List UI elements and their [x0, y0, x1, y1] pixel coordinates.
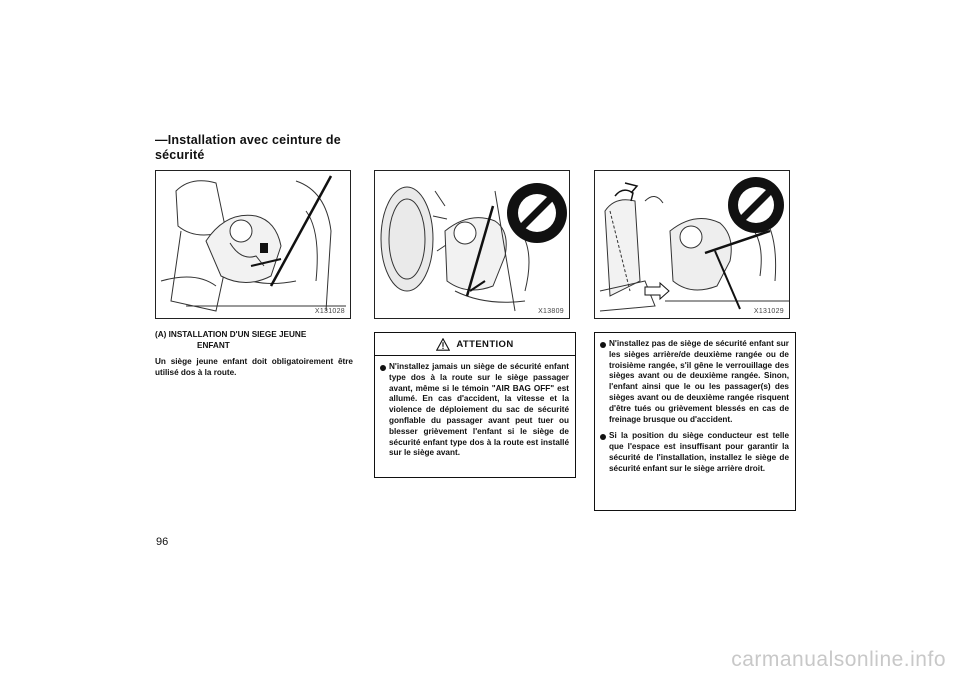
figure-child-seat-seatbelt: [155, 170, 351, 319]
prohibition-icon: [728, 177, 784, 233]
attention-item: N'installez jamais un siège de sécurité enfant type dos à la route sur le siège passager avant, même si le témoin "AIR BAG OFF" est allumé. En cas d'accident, la vitesse et la violence de déploiement du sac de sécurité gonflable du passager avant peut tuer ou blesser grièvement l'enfant si le siège de sécurité enfant type dos à la route est installé sur le siège avant.: [375, 362, 575, 459]
seat-lock-illustration: [595, 171, 790, 319]
bullet-icon: [600, 434, 606, 440]
figure-seat-lock-prohibited: [594, 170, 790, 319]
child-seat-illustration: [156, 171, 351, 319]
section-title: [155, 133, 355, 163]
page-number: 96: [156, 536, 169, 548]
attention-label: ATTENTION: [456, 338, 514, 350]
figure-code: X131028: [314, 308, 345, 315]
warning-triangle-icon: [436, 338, 450, 351]
attention-box: [374, 332, 576, 478]
attention-box-continued: [594, 332, 796, 511]
figure-code: X13809: [538, 308, 564, 315]
figure-airbag-prohibited: [374, 170, 570, 319]
figure-code: X131029: [753, 308, 784, 315]
caption-label: (A) INSTALLATION D'UN SIEGE JEUNE: [155, 330, 307, 339]
caption-label-cont: ENFANT: [197, 340, 230, 350]
attention-header: [375, 333, 575, 356]
airbag-illustration: [375, 171, 570, 319]
section-title-line2: sécurité: [155, 148, 205, 162]
attention-item: Si la position du siège conducteur est telle que l'espace est insuffisant pour garantir la sécurité de l'installation, installez le siège de sécurité enfant sur le siège arrière droit.: [595, 431, 795, 474]
prohibition-icon: [507, 183, 567, 243]
watermark: carmanualsonline.info: [731, 648, 946, 671]
attention-item: N'installez pas de siège de sécurité enfant sur les sièges arrière/de deuxième rangée ou de troisième rangée, s'il gêne le verrouillage des sièges avant ou de deuxième rangée. Sinon, l'enfant ainsi que le ou les passager(s) des sièges avant ou de deuxième rangée risquent d'être tués ou grièvement blessés en cas de freinage brusque ou d'accident.: [595, 339, 795, 425]
figure-caption: [155, 330, 353, 351]
bullet-icon: [600, 342, 606, 348]
section-title-line1: —Installation avec ceinture de: [155, 133, 341, 147]
caption-body: Un siège jeune enfant doit obligatoirement être utilisé dos à la route.: [155, 357, 353, 377]
bullet-icon: [380, 365, 386, 371]
